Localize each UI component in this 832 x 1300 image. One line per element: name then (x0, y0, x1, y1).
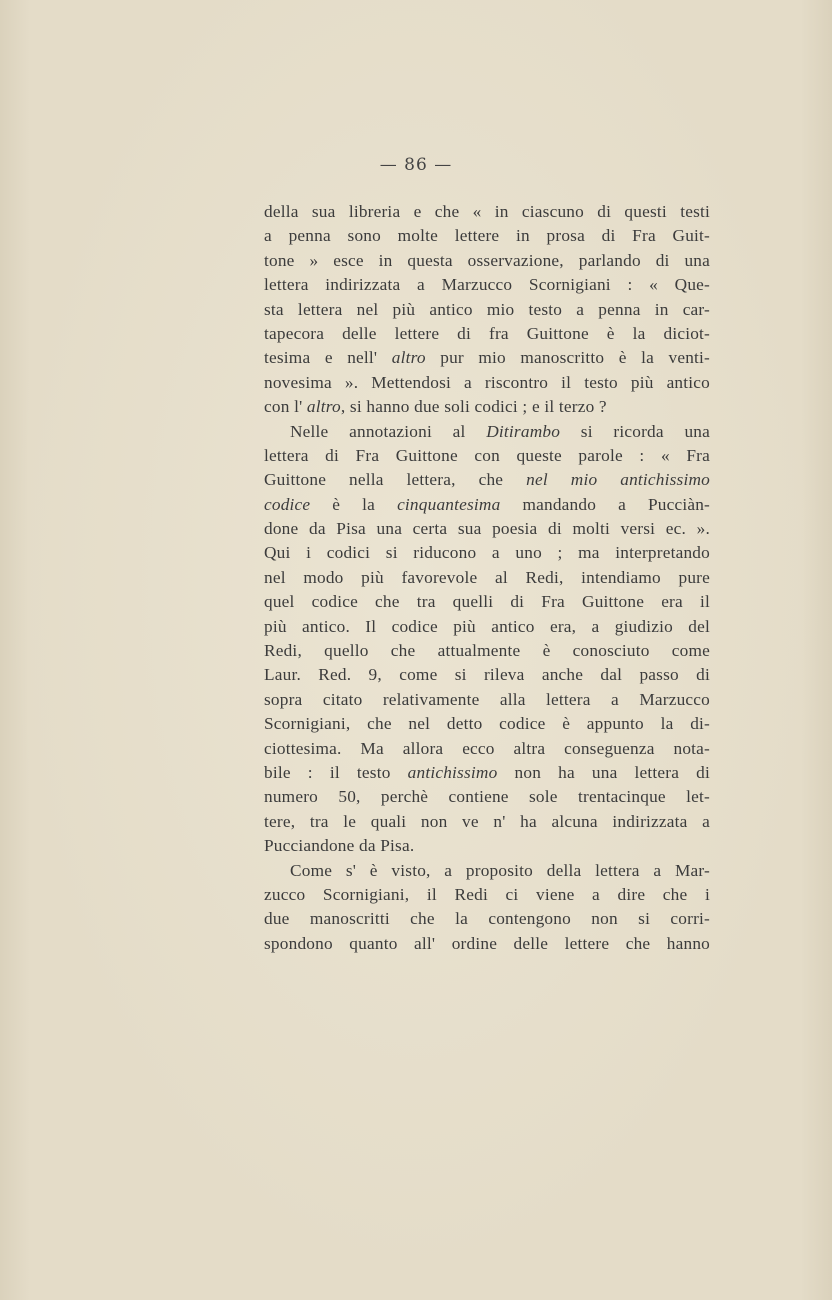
italic-word: cinquantesima (397, 494, 501, 514)
text-line: bile : il testo antichissimo non ha una lettera di (264, 762, 710, 782)
text-line: novesima ». Mettendosi a riscontro il testo più antico (264, 372, 710, 392)
text-line: lettera indirizzata a Marzucco Scornigiani : « Que- (264, 275, 710, 295)
text-line: quel codice che tra quelli di Fra Guittone era il (264, 592, 710, 612)
text-line: con l' altro, si hanno due soli codici ; e il terzo ? (264, 397, 607, 417)
paragraph-start-line: Come s' è visto, a proposito della lettera a Mar- (290, 860, 710, 880)
italic-word: antichissimo (407, 762, 498, 782)
text-line: due manoscritti che la contengono non si corri- (264, 909, 710, 929)
text-line: numero 50, perchè contiene sole trentacinque let- (264, 787, 710, 807)
text-line: nel modo più favorevole al Redi, intendiamo pure (264, 567, 710, 587)
text-line: done da Pisa una certa sua poesia di molti versi ec. ». (264, 519, 710, 539)
text-line: spondono quanto all' ordine delle lettere che hanno (264, 933, 710, 953)
text-line: ciottesima. Ma allora ecco altra conseguenza nota- (264, 738, 710, 758)
text-line: Laur. Red. 9, come si rileva anche dal passo di (264, 665, 710, 685)
text-line: Guittone nella lettera, che nel mio antichissimo (264, 470, 710, 490)
text-line: Pucciandone da Pisa. (264, 836, 415, 856)
italic-word: altro (306, 397, 341, 417)
italic-word: codice (264, 494, 311, 514)
text-line: tapecora delle lettere di fra Guittone è la diciot- (264, 323, 710, 343)
page-number: — 86 — (379, 155, 453, 175)
text-line: Scornigiani, che nel detto codice è appunto la di- (264, 714, 710, 734)
text-line: della sua libreria e che « in ciascuno di questi testi (264, 202, 710, 221)
text-line: tone » esce in questa osservazione, parlando di una (264, 250, 710, 270)
text-line: Redi, quello che attualmente è conosciuto come (264, 641, 710, 661)
text-line: tesima e nell' altro pur mio manoscritto è la venti- (264, 348, 710, 368)
italic-phrase: nel mio antichissimo (526, 470, 710, 490)
paragraph-start-line: Nelle annotazioni al Ditirambo si ricorda una (290, 421, 710, 441)
text-line: zucco Scornigiani, il Redi ci viene a dire che i (264, 884, 710, 904)
text-line: sta lettera nel più antico mio testo a penna in car- (264, 299, 710, 319)
text-line: a penna sono molte lettere in prosa di Fra Guit- (264, 226, 710, 246)
text-line: più antico. Il codice più antico era, a giudizio del (264, 616, 710, 636)
text-line: Qui i codici si riducono a uno ; ma interpretando (264, 543, 710, 563)
text-line: tere, tra le quali non ve n' ha alcuna indirizzata a (264, 811, 710, 831)
body-text (264, 200, 710, 956)
text-line: lettera di Fra Guittone con queste parole : « Fra (264, 445, 710, 465)
text-line: codice è la cinquantesima mandando a Pucciàn- (264, 494, 710, 514)
text-line: sopra citato relativamente alla lettera a Marzucco (264, 689, 710, 709)
italic-word: Ditirambo (486, 421, 561, 441)
italic-word: altro (391, 348, 426, 368)
